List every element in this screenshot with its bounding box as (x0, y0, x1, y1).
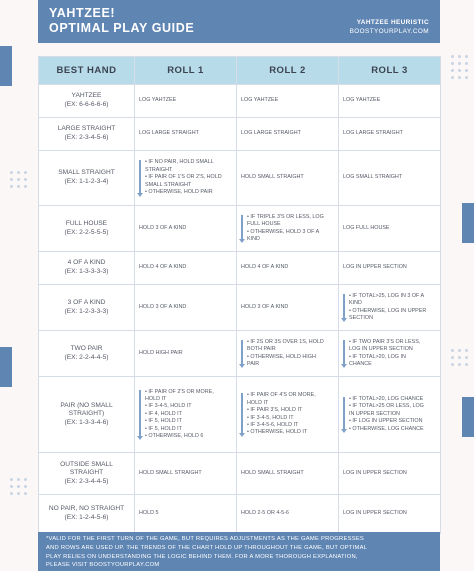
best-hand-cell (39, 495, 135, 534)
instruction-line: • IF TRIPLE 3'S OR LESS, LOG (247, 213, 324, 220)
instruction-line: • IF PAIR OF 1'S OR 2'S, HOLD (145, 174, 222, 181)
roll-1-cell (135, 377, 237, 453)
roll-instruction (241, 304, 334, 311)
instruction-line: HOLD 5 (139, 510, 159, 517)
instruction-line: • IF 3-4-5, HOLD IT (145, 403, 192, 410)
instruction-line: HOLD IT (247, 399, 269, 406)
roll-instruction (139, 130, 232, 137)
roll-1-cell (135, 151, 237, 206)
roll-3-cell (339, 206, 441, 252)
hand-text: STRAIGHT) (68, 410, 105, 418)
best-hand-cell (39, 85, 135, 118)
roll-instruction (139, 304, 232, 311)
roll-instruction (343, 97, 436, 104)
instruction-line: • IF PAIR 3'S, HOLD IT (247, 407, 303, 414)
instruction-line: SECTION (349, 314, 373, 321)
roll-1-cell (135, 495, 237, 534)
instruction-line: • IF TOTAL>25 OR LESS, LOG (349, 403, 424, 410)
hand-text: (EX: 6-6-6-6-6) (64, 101, 109, 108)
instruction-line: STRAIGHT (145, 166, 173, 173)
roll-instruction (139, 470, 232, 477)
roll-instruction (247, 339, 334, 369)
roll-2-cell (237, 85, 339, 118)
roll-instruction (343, 510, 436, 517)
roll-2-cell (237, 151, 339, 206)
instruction-line: • IF 3-4-5-6, HOLD IT (247, 421, 299, 428)
play-guide-table (38, 56, 441, 534)
roll-instruction (241, 510, 334, 517)
instruction-line: • IF 4, HOLD IT (145, 410, 182, 417)
hand-text: (EX: 2-3-4-4-5) (64, 477, 109, 485)
instruction-line: HOLD SMALL STRAIGHT (241, 174, 304, 181)
arrow-down-icon (343, 397, 345, 430)
instruction-line: LOG IN UPPER SECTION (343, 469, 407, 476)
roll-1-cell (135, 453, 237, 495)
decorative-dots (451, 55, 468, 79)
roll-2-cell (237, 331, 339, 377)
instruction-line: • IF TOTAL>20, LOG CHANCE (349, 395, 424, 402)
roll-instruction (139, 264, 232, 271)
decorative-dots (10, 478, 27, 495)
roll-instruction (343, 130, 436, 137)
best-hand-cell (39, 331, 135, 377)
title-line-2: OPTIMAL PLAY GUIDE (49, 21, 195, 35)
hand-text: NO PAIR, NO STRAIGHT (48, 505, 125, 513)
instruction-line: LOG LARGE STRAIGHT (139, 130, 199, 137)
best-hand-cell (39, 206, 135, 252)
table-row (39, 85, 441, 118)
instruction-line: • IF 5, HOLD IT (145, 425, 182, 432)
roll-3-cell (339, 252, 441, 285)
roll-3-cell (339, 377, 441, 453)
title-line-1: YAHTZEE! (49, 6, 116, 20)
table-header-row (39, 57, 441, 85)
roll-3-cell (339, 495, 441, 534)
roll-3-cell (339, 118, 441, 151)
instruction-line: LOG YAHTZEE (139, 97, 177, 104)
instruction-line: FULL HOUSE (247, 221, 281, 228)
roll-1-cell (135, 118, 237, 151)
hand-text: (EX: 2-2-4-4-5) (64, 353, 109, 361)
hand-text: (EX: 1-2-3-3-3) (64, 307, 109, 315)
brand-line-1: YAHTZEE HEURISTIC (356, 19, 429, 26)
roll-instruction (139, 350, 232, 357)
hand-text: STRAIGHT (69, 469, 104, 477)
roll-instruction (349, 339, 436, 369)
instruction-line: HOLD IT (145, 395, 167, 402)
hand-text: (EX: 1-3-3-4-6) (64, 418, 109, 426)
arrow-down-icon (241, 340, 243, 366)
instruction-line: • IF PAIR OF 2'S OR MORE, (145, 388, 214, 395)
roll-2-cell (237, 206, 339, 252)
footer-line: AND ROWS ARE USED UP. THE TRENDS OF THE CHART HOLD UP THROUGHOUT THE GAME, BUT OPTIMAL (46, 544, 368, 551)
instruction-line: IN UPPER SECTION (349, 410, 400, 417)
roll-2-cell (237, 495, 339, 534)
instruction-line: KIND (247, 235, 260, 242)
table-body (39, 85, 441, 534)
roll-instruction (145, 389, 232, 441)
decorative-bar-left (0, 347, 12, 387)
instruction-line: LOG IN UPPER SECTION (343, 510, 407, 517)
instruction-line: HOLD 2-5 OR 4-5-6 (241, 510, 289, 517)
hand-text: 4 OF A KIND (67, 259, 106, 267)
table-row (39, 206, 441, 252)
hand-text: OUTSIDE SMALL (60, 460, 113, 468)
instruction-line: • IF TOTAL>25, LOG IN 3 OF A (349, 292, 425, 299)
instruction-line: SMALL STRAIGHT (145, 181, 192, 188)
hand-text: TWO PAIR (70, 344, 103, 352)
instruction-line: HOLD 3 OF A KIND (139, 303, 187, 310)
header-banner (38, 0, 440, 43)
instruction-line: KIND (349, 300, 362, 307)
footer-line: *VALID FOR THE FIRST TURN OF THE GAME, BUT REQUIRES ADJUSTMENTS AS THE GAME PROGRESSES (46, 536, 365, 542)
table-row (39, 151, 441, 206)
instruction-line: • OTHERWISE, HOLD IT (247, 429, 308, 436)
roll-1-cell (135, 285, 237, 331)
instruction-line: LOG YAHTZEE (241, 97, 279, 104)
instruction-line: BOTH PAIR (247, 346, 276, 353)
instruction-line: LOG LARGE STRAIGHT (343, 130, 403, 137)
arrow-down-icon (241, 393, 243, 433)
hand-text: (EX: 2-3-4-5-6) (64, 134, 109, 141)
roll-1-cell (135, 85, 237, 118)
roll-instruction (343, 264, 436, 271)
table-row (39, 377, 441, 453)
roll-3-cell (339, 453, 441, 495)
roll-2-cell (237, 285, 339, 331)
roll-2-cell (237, 453, 339, 495)
hand-text: (EX: 1-3-3-3-3) (64, 268, 109, 275)
roll-3-cell (339, 85, 441, 118)
hand-text: FULL HOUSE (65, 219, 108, 227)
hand-text: 3 OF A KIND (67, 298, 106, 306)
arrow-down-icon (241, 215, 243, 241)
table-row (39, 252, 441, 285)
hand-text: (EX: 2-2-5-5-5) (64, 228, 109, 236)
arrow-down-icon (139, 160, 141, 193)
roll-instruction (145, 159, 232, 196)
instruction-line: • IF NO PAIR, HOLD SMALL (145, 159, 214, 166)
decorative-dots (451, 349, 468, 366)
table-row (39, 285, 441, 331)
roll-instruction (349, 396, 436, 433)
hand-text: SMALL STRAIGHT (58, 169, 115, 177)
footer-note (38, 532, 440, 571)
instruction-line: LOG FULL HOUSE (343, 224, 390, 231)
hand-text: LARGE STRAIGHT (57, 125, 116, 133)
best-hand-cell (39, 453, 135, 495)
decorative-bar-right (462, 397, 474, 437)
roll-instruction (241, 264, 334, 271)
roll-2-cell (237, 252, 339, 285)
instruction-line: • IF TOTAL>20, LOG IN (349, 353, 406, 360)
best-hand-cell (39, 377, 135, 453)
instruction-line: LOG IN UPPER SECTION (343, 264, 407, 271)
roll-instruction (139, 225, 232, 232)
table-row (39, 331, 441, 377)
roll-instruction (247, 392, 334, 436)
roll-3-cell (339, 151, 441, 206)
roll-1-cell (135, 206, 237, 252)
instruction-line: • IF 3-4-5, HOLD IT (247, 414, 294, 421)
table-row (39, 495, 441, 534)
column-header: ROLL 3 (339, 57, 441, 85)
instruction-line: • IF TWO PAIR 3'S OR LESS, (349, 338, 421, 345)
roll-instruction (241, 174, 334, 181)
best-hand-cell (39, 151, 135, 206)
instruction-line: HOLD 3 OF A KIND (139, 224, 187, 231)
roll-3-cell (339, 285, 441, 331)
roll-1-cell (135, 331, 237, 377)
roll-instruction (241, 470, 334, 477)
instruction-line: HOLD 4 OF A KIND (139, 264, 187, 271)
roll-instruction (139, 510, 232, 517)
footer-line: PLEASE VISIT BOOSTYOURPLAY.COM (46, 562, 160, 569)
column-header: BEST HAND (39, 57, 135, 85)
roll-2-cell (237, 118, 339, 151)
instruction-line: • IF 5, HOLD IT (145, 418, 182, 425)
instruction-line: LOG LARGE STRAIGHT (241, 130, 301, 137)
roll-1-cell (135, 252, 237, 285)
instruction-line: • OTHERWISE, HOLD PAIR (145, 189, 213, 196)
instruction-line: PAIR (247, 360, 260, 367)
decorative-dots (10, 171, 27, 188)
roll-2-cell (237, 377, 339, 453)
roll-instruction (349, 293, 436, 323)
column-header: ROLL 2 (237, 57, 339, 85)
roll-instruction (247, 214, 334, 244)
instruction-line: LOG IN UPPER SECTION (349, 346, 413, 353)
brand-url: BOOSTYOURPLAY.COM (349, 28, 429, 35)
instruction-line: HOLD 3 OF A KIND (241, 303, 289, 310)
hand-text: (EX: 1-2-4-5-6) (64, 514, 109, 521)
roll-instruction (241, 97, 334, 104)
roll-instruction (343, 470, 436, 477)
page-title (49, 6, 194, 36)
roll-instruction (241, 130, 334, 137)
roll-instruction (343, 225, 436, 232)
roll-instruction (343, 174, 436, 181)
roll-3-cell (339, 331, 441, 377)
instruction-line: • OTHERWISE, LOG CHANCE (349, 425, 424, 432)
arrow-down-icon (343, 340, 345, 366)
instruction-line: LOG SMALL STRAIGHT (343, 174, 403, 181)
hand-text: YAHTZEE (71, 92, 102, 100)
instruction-line: • IF PAIR OF 4'S OR MORE, (247, 392, 316, 399)
footer-line: PLAY RELIES ON UNDERSTANDING THE LOGIC BEHIND THEM. FOR A MORE THOROUGH EXPLANATION, (46, 553, 358, 560)
arrow-down-icon (343, 294, 345, 320)
site-brand (350, 18, 429, 36)
instruction-line: HOLD 4 OF A KIND (241, 264, 289, 271)
arrow-down-icon (139, 390, 141, 438)
instruction-line: • IF 2S OR 3S OVER 1S, HOLD (247, 338, 324, 345)
best-hand-cell (39, 285, 135, 331)
instruction-line: • OTHERWISE, HOLD 6 (145, 433, 204, 440)
table-row (39, 118, 441, 151)
table-row (39, 453, 441, 495)
best-hand-cell (39, 118, 135, 151)
column-header: ROLL 1 (135, 57, 237, 85)
instruction-line: CHANCE (349, 360, 372, 367)
instruction-line: HOLD SMALL STRAIGHT (241, 469, 304, 476)
hand-text: (EX: 1-1-2-3-4) (64, 178, 109, 185)
instruction-line: • OTHERWISE, HOLD 3 OF A (247, 228, 320, 235)
decorative-bar-right (462, 203, 474, 243)
instruction-line: LOG YAHTZEE (343, 97, 381, 104)
decorative-bar-left (0, 46, 12, 86)
instruction-line: • OTHERWISE, LOG IN UPPER (349, 307, 427, 314)
instruction-line: HOLD SMALL STRAIGHT (139, 469, 202, 476)
instruction-line: • IF LOG IN UPPER SECTION (349, 418, 423, 425)
hand-text: PAIR (NO SMALL (60, 401, 113, 409)
instruction-line: • OTHERWISE, HOLD HIGH (247, 353, 316, 360)
roll-instruction (139, 97, 232, 104)
instruction-line: HOLD HIGH PAIR (139, 349, 183, 356)
best-hand-cell (39, 252, 135, 285)
